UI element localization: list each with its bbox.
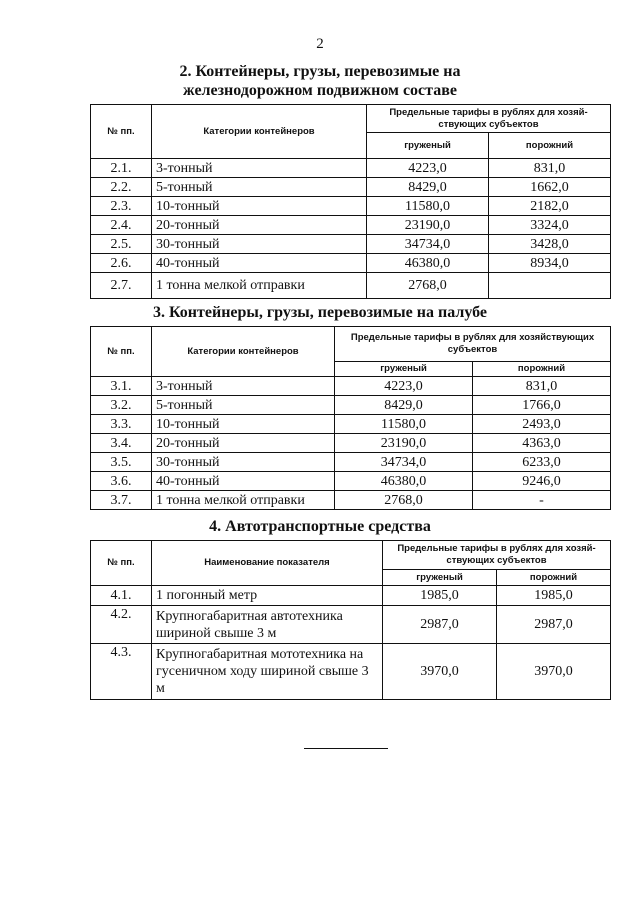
row-empty: 6233,0	[473, 453, 611, 472]
row-name: 30-тонный	[152, 453, 335, 472]
table-row	[91, 415, 611, 434]
table-row	[91, 396, 611, 415]
row-num: 3.4.	[91, 434, 152, 453]
row-loaded: 34734,0	[335, 453, 473, 472]
row-loaded: 11580,0	[335, 415, 473, 434]
row-loaded: 8429,0	[367, 178, 489, 197]
row-loaded: 4223,0	[367, 159, 489, 178]
row-loaded: 8429,0	[335, 396, 473, 415]
row-name: 3-тонный	[152, 377, 335, 396]
table-row	[91, 216, 611, 235]
row-name: 1 тонна мелкой отправки	[152, 273, 367, 299]
row-empty: 3970,0	[497, 644, 611, 700]
row-loaded: 4223,0	[335, 377, 473, 396]
table-row	[91, 472, 611, 491]
section-3-title: 3. Контейнеры, грузы, перевозимые на палубе	[152, 304, 487, 321]
header-num: № пп.	[91, 327, 152, 377]
table-row	[91, 491, 611, 510]
row-num: 2.4.	[91, 216, 152, 235]
header-loaded: груженый	[367, 133, 489, 159]
row-name: 30-тонный	[152, 235, 367, 254]
row-loaded: 46380,0	[335, 472, 473, 491]
header-loaded: груженый	[335, 362, 473, 377]
table-row	[91, 235, 611, 254]
header-empty: порожний	[489, 133, 611, 159]
row-num: 3.5.	[91, 453, 152, 472]
table-row	[91, 434, 611, 453]
header-tariffs: Предельные тарифы в рублях для хозяй-ствующих субъектов	[367, 105, 611, 133]
row-loaded: 23190,0	[335, 434, 473, 453]
row-num: 2.1.	[91, 159, 152, 178]
section-4-table	[90, 540, 611, 700]
header-empty: порожний	[473, 362, 611, 377]
row-name: 1 тонна мелкой отправки	[152, 491, 335, 510]
row-empty: 1662,0	[489, 178, 611, 197]
row-empty: 831,0	[473, 377, 611, 396]
row-name: Крупногабаритная автотехника шириной свыше 3 м	[152, 606, 383, 644]
row-num: 3.7.	[91, 491, 152, 510]
header-indicator: Наименование показателя	[152, 541, 383, 586]
header-num: № пп.	[91, 105, 152, 159]
row-num: 2.6.	[91, 254, 152, 273]
row-num: 2.2.	[91, 178, 152, 197]
table-row	[91, 377, 611, 396]
row-name: 20-тонный	[152, 216, 367, 235]
row-loaded: 2768,0	[367, 273, 489, 299]
row-name: 10-тонный	[152, 197, 367, 216]
row-empty: 2987,0	[497, 606, 611, 644]
row-empty: -	[473, 491, 611, 510]
row-name: 3-тонный	[152, 159, 367, 178]
row-num: 4.2.	[91, 606, 152, 644]
table-row	[91, 197, 611, 216]
row-loaded: 34734,0	[367, 235, 489, 254]
table-row	[91, 586, 611, 606]
row-name: Крупногабаритная мототехника на гусеничном ходу шириной свыше 3 м	[152, 644, 383, 700]
table-row	[91, 453, 611, 472]
row-empty: 1985,0	[497, 586, 611, 606]
row-num: 2.7.	[91, 273, 152, 299]
row-name: 40-тонный	[152, 472, 335, 491]
header-category: Категории контейнеров	[152, 105, 367, 159]
row-loaded: 46380,0	[367, 254, 489, 273]
row-loaded: 2768,0	[335, 491, 473, 510]
header-loaded: груженый	[383, 570, 497, 586]
section-2-title-line2: железнодорожном подвижном составе	[183, 82, 457, 99]
section-2-table	[90, 104, 611, 299]
row-name: 40-тонный	[152, 254, 367, 273]
row-empty: 3428,0	[489, 235, 611, 254]
table-row	[91, 273, 611, 299]
header-tariffs: Предельные тарифы в рублях для хозяй-ствующих субъектов	[383, 541, 611, 570]
table-header-row	[91, 327, 611, 362]
section-4-title: 4. Автотранспортные средства	[209, 518, 431, 535]
table-row	[91, 159, 611, 178]
row-empty: 2182,0	[489, 197, 611, 216]
row-name: 5-тонный	[152, 178, 367, 197]
row-empty: 1766,0	[473, 396, 611, 415]
row-loaded: 11580,0	[367, 197, 489, 216]
table-row	[91, 254, 611, 273]
table-header-row	[91, 541, 611, 570]
table-row	[91, 178, 611, 197]
row-empty: 2493,0	[473, 415, 611, 434]
row-empty: 9246,0	[473, 472, 611, 491]
row-loaded: 23190,0	[367, 216, 489, 235]
row-empty: 4363,0	[473, 434, 611, 453]
row-name: 10-тонный	[152, 415, 335, 434]
row-loaded: 3970,0	[383, 644, 497, 700]
row-loaded: 2987,0	[383, 606, 497, 644]
row-empty	[489, 273, 611, 299]
section-3-table	[90, 326, 611, 510]
header-num: № пп.	[91, 541, 152, 586]
table-row	[91, 606, 611, 644]
row-empty: 831,0	[489, 159, 611, 178]
row-empty: 8934,0	[489, 254, 611, 273]
header-empty: порожний	[497, 570, 611, 586]
row-name: 1 погонный метр	[152, 586, 383, 606]
header-category: Категории контейнеров	[152, 327, 335, 377]
page-number: 2	[316, 36, 324, 52]
table-row	[91, 644, 611, 700]
row-num: 3.2.	[91, 396, 152, 415]
table-header-row	[91, 105, 611, 133]
row-name: 20-тонный	[152, 434, 335, 453]
row-num: 3.6.	[91, 472, 152, 491]
row-num: 3.3.	[91, 415, 152, 434]
row-empty: 3324,0	[489, 216, 611, 235]
footer-divider	[304, 748, 388, 749]
row-num: 4.3.	[91, 644, 152, 700]
row-name: 5-тонный	[152, 396, 335, 415]
section-2-title-line1: 2. Контейнеры, грузы, перевозимые на	[179, 63, 461, 80]
header-tariffs: Предельные тарифы в рублях для хозяйствующих субъектов	[335, 327, 611, 362]
row-num: 3.1.	[91, 377, 152, 396]
row-num: 2.5.	[91, 235, 152, 254]
row-num: 2.3.	[91, 197, 152, 216]
row-num: 4.1.	[91, 586, 152, 606]
row-loaded: 1985,0	[383, 586, 497, 606]
